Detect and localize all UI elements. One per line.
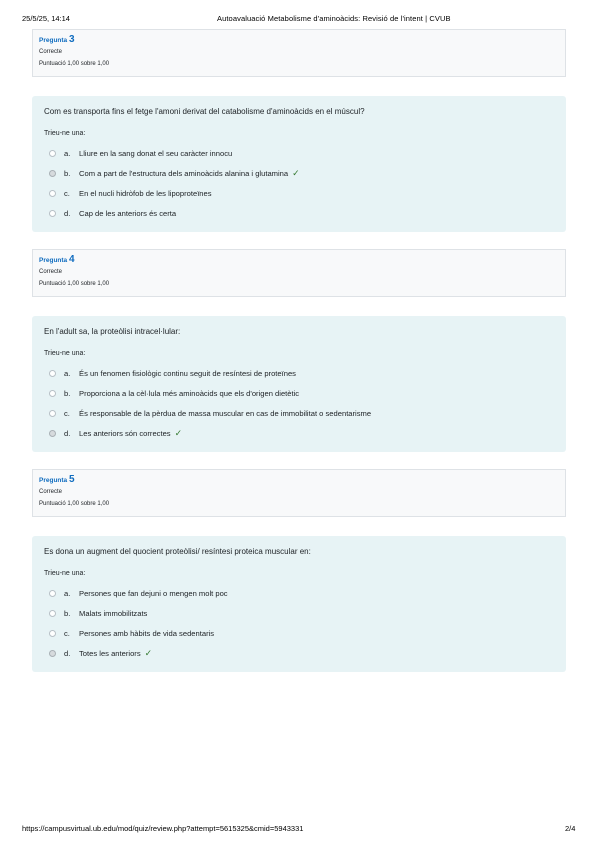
question-state: Correcte (39, 49, 63, 55)
answer-list (44, 143, 554, 223)
question-formulation-3 (32, 96, 566, 232)
answer-option-b[interactable] (44, 383, 554, 403)
question-text: Es dona un augment del quocient proteòlisi/ resíntesi proteica muscular en: (44, 547, 311, 556)
answer-letter: b. (64, 608, 71, 618)
question-formulation-4 (32, 316, 566, 452)
question-text: Com es transporta fins el fetge l'amoni derivat del catabolisme d'aminoàcids en el múscul? (44, 107, 365, 116)
answer-letter: d. (64, 208, 71, 218)
radio-button[interactable] (49, 150, 56, 157)
question-text: En l'adult sa, la proteòlisi intracel·lular: (44, 327, 181, 336)
answer-option-d[interactable] (44, 203, 554, 223)
radio-button[interactable] (49, 610, 56, 617)
answer-text: Persones que fan dejuni o mengen molt poc (79, 588, 228, 598)
answer-letter: c. (64, 628, 70, 638)
radio-button[interactable] (49, 370, 56, 377)
answer-option-a[interactable] (44, 363, 554, 383)
answer-option-c[interactable] (44, 623, 554, 643)
answer-text: Lliure en la sang donat el seu caràcter innocu (79, 148, 233, 158)
answer-text: Proporciona a la cèl·lula més aminoàcids que els d'origen dietètic (79, 388, 300, 398)
answer-option-a[interactable] (44, 583, 554, 603)
answer-letter: c. (64, 408, 70, 418)
answer-text: Persones amb hàbits de vida sedentaris (79, 628, 215, 638)
print-datetime: 25/5/25, 14:14 (22, 14, 70, 23)
answer-text: És responsable de la pèrdua de massa muscular en cas de immobilitat o sedentarisme (79, 408, 372, 418)
question-info-4 (32, 249, 566, 297)
answer-option-c[interactable] (44, 403, 554, 423)
answer-option-b[interactable] (44, 163, 554, 183)
question-grade: Puntuació 1,00 sobre 1,00 (39, 281, 110, 287)
answer-prompt: Trieu-ne una: (44, 130, 86, 137)
answer-prompt: Trieu-ne una: (44, 570, 86, 577)
question-info-5 (32, 469, 566, 517)
radio-button-checked[interactable] (49, 170, 56, 177)
radio-button[interactable] (49, 630, 56, 637)
answer-text: Les anteriors són correctes (79, 428, 171, 438)
radio-button[interactable] (49, 190, 56, 197)
print-document-title: Autoavaluació Metabolisme d'aminoàcids: Revisió de l'intent | CVUB (217, 14, 451, 23)
check-icon: ✓ (144, 647, 153, 658)
answer-text: En el nucli hidròfob de les lipoproteïnes (79, 188, 212, 198)
print-footer (0, 824, 599, 836)
radio-button[interactable] (49, 410, 56, 417)
answer-letter: d. (64, 648, 71, 658)
question-info-3 (32, 29, 566, 77)
answer-letter: d. (64, 428, 71, 438)
answer-option-d[interactable] (44, 643, 554, 663)
question-grade: Puntuació 1,00 sobre 1,00 (39, 501, 110, 507)
print-url: https://campusvirtual.ub.edu/mod/quiz/review.php?attempt=5615325&cmid=5943331 (22, 824, 304, 833)
radio-button[interactable] (49, 390, 56, 397)
answer-letter: a. (64, 368, 71, 378)
print-page-number: 2/4 (565, 824, 576, 833)
check-icon: ✓ (292, 167, 300, 178)
answer-text: Com a part de l'estructura dels aminoàcids alanina i glutamina (79, 168, 289, 178)
answer-letter: c. (64, 188, 70, 198)
answer-text: Cap de les anteriors és certa (79, 208, 177, 218)
question-state: Correcte (39, 489, 63, 495)
radio-button-checked[interactable] (49, 650, 56, 657)
answer-letter: b. (64, 168, 71, 178)
answer-text: Malats immobilitzats (79, 608, 148, 618)
question-number: Pregunta 5 (39, 474, 75, 485)
answer-letter: a. (64, 588, 71, 598)
answer-text: És un fenomen fisiològic continu seguit de resíntesi de proteïnes (79, 368, 296, 378)
answer-option-d[interactable] (44, 423, 554, 443)
answer-letter: a. (64, 148, 71, 158)
radio-button-checked[interactable] (49, 430, 56, 437)
answer-option-c[interactable] (44, 183, 554, 203)
print-header (0, 14, 599, 26)
radio-button[interactable] (49, 590, 56, 597)
question-number: Pregunta 3 (39, 34, 75, 45)
answer-option-a[interactable] (44, 143, 554, 163)
answer-list (44, 363, 554, 443)
question-formulation-5 (32, 536, 566, 672)
answer-letter: b. (64, 388, 71, 398)
answer-option-b[interactable] (44, 603, 554, 623)
answer-prompt: Trieu-ne una: (44, 350, 86, 357)
question-number: Pregunta 4 (39, 254, 75, 265)
answer-list (44, 583, 554, 663)
answer-text: Totes les anteriors (79, 648, 141, 658)
question-grade: Puntuació 1,00 sobre 1,00 (39, 61, 110, 67)
check-icon: ✓ (174, 427, 183, 438)
radio-button[interactable] (49, 210, 56, 217)
question-state: Correcte (39, 269, 63, 275)
